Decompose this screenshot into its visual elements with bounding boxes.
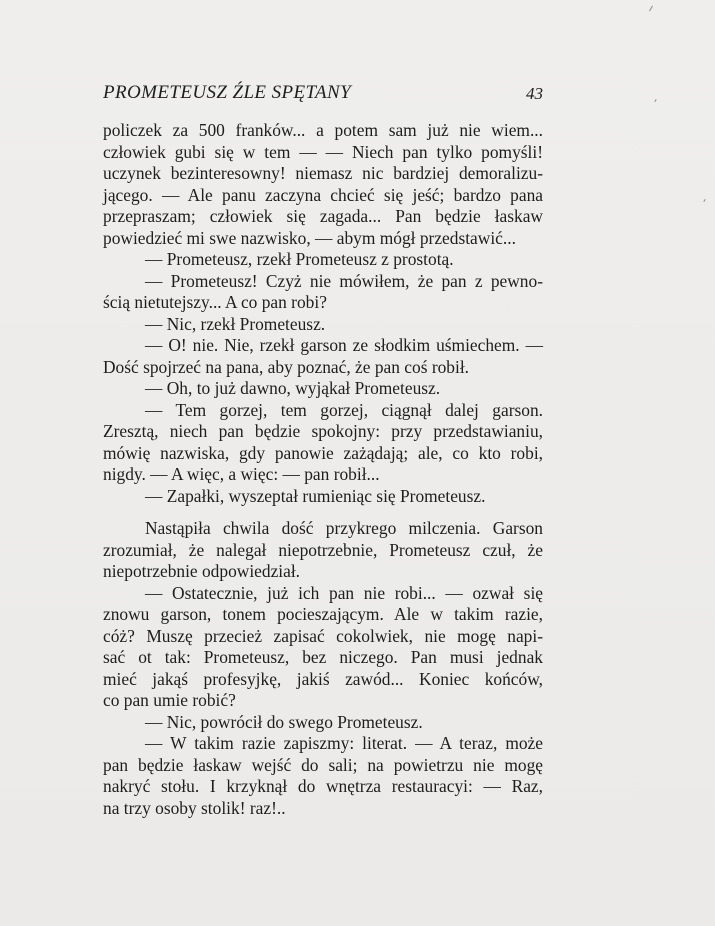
text-line: mieć jakąś profesyjkę, jakiś zawód... Koniec końców, [103, 668, 543, 689]
text-line: pan będzie łaskaw wejść do sali; na powietrzu nie mogę [103, 754, 543, 775]
text-line: — Ostatecznie, już ich pan nie robi... — ozwał się [145, 582, 543, 603]
text-line: niepotrzebnie odpowiedział. [103, 561, 301, 581]
text-line: policzek za 500 franków... a potem sam już nie wiem... [103, 120, 543, 140]
scan-speck [654, 99, 656, 102]
text-line: — Nic, powrócił do swego Prometeusz. [145, 711, 423, 732]
text-line: — Oh, to już dawno, wyjąkał Prometeusz. [145, 378, 441, 398]
text-line: Zresztą, niech pan będzie spokojny: przy przedstawianiu, [103, 421, 543, 441]
text-line: znowu garson, tonem pocieszającym. Ale w takim razie, [103, 604, 543, 624]
text-line: nigdy. — A więc, a więc: — pan robił... [103, 464, 380, 484]
running-title: PROMETEUSZ ŹLE SPĘTANY [103, 82, 352, 103]
text-line: — O! nie. Nie, rzekł garson ze słodkim uśmiechem. — [145, 335, 543, 355]
text-line: — Tem gorzej, tem gorzej, ciągnął dalej garson. [145, 399, 543, 420]
text-line: uczynek bezinteresowny! niemasz nic bardziej demoralizu- [103, 163, 543, 183]
text-line: — W takim razie zapiszmy: literat. — A teraz, może [145, 733, 543, 753]
page-number: 43 [526, 84, 543, 103]
text-section-1 [103, 120, 543, 507]
text-line: człowiek gubi się w tem — — Niech pan tylko pomyśli! [103, 141, 543, 162]
text-line: ścią nietutejszy... A co pan robi? [103, 292, 327, 312]
text-line: powiedzieć mi swe nazwisko, — abym mógł przedstawić... [103, 227, 516, 248]
text-line: — Zapałki, wyszeptał rumieniąc się Prometeusz. [145, 485, 486, 506]
text-line: — Prometeusz, rzekł Prometeusz z prostotą. [145, 249, 454, 269]
text-line: przepraszam; człowiek się zagada... Pan będzie łaskaw [103, 206, 543, 226]
text-line: sać ot tak: Prometeusz, bez niczego. Pan musi jednak [103, 647, 543, 667]
text-section-2 [103, 518, 543, 819]
text-line: Dość spojrzeć na pana, aby poznać, że pan coś robił. [103, 356, 470, 377]
scan-speck [649, 6, 653, 12]
text-line: Nastąpiła chwila dość przykrego milczenia. Garson [145, 518, 543, 538]
running-header [103, 82, 543, 106]
text-line: zrozumiał, że nalegał niepotrzebnie, Prometeusz czuł, że [103, 539, 543, 560]
text-line: mówię nazwiska, gdy panowie zażądają; ale, co kto robi, [103, 442, 543, 463]
text-line: — Prometeusz! Czyż nie mówiłem, że pan z pewno- [145, 270, 543, 291]
text-line: na trzy osoby stolik! raz!.. [103, 797, 286, 818]
text-line: — Nic, rzekł Prometeusz. [145, 313, 326, 334]
text-line: co pan umie robić? [103, 690, 236, 710]
scan-speck [703, 199, 705, 202]
text-line: jącego. — Ale panu zaczyna chcieć się jeść; bardzo pana [103, 184, 543, 205]
text-line: nakryć stołu. I krzyknął do wnętrza restauracyi: — Raz, [103, 776, 543, 796]
text-line: cóż? Muszę przecież zapisać cokolwiek, nie mogę napi- [103, 625, 543, 646]
